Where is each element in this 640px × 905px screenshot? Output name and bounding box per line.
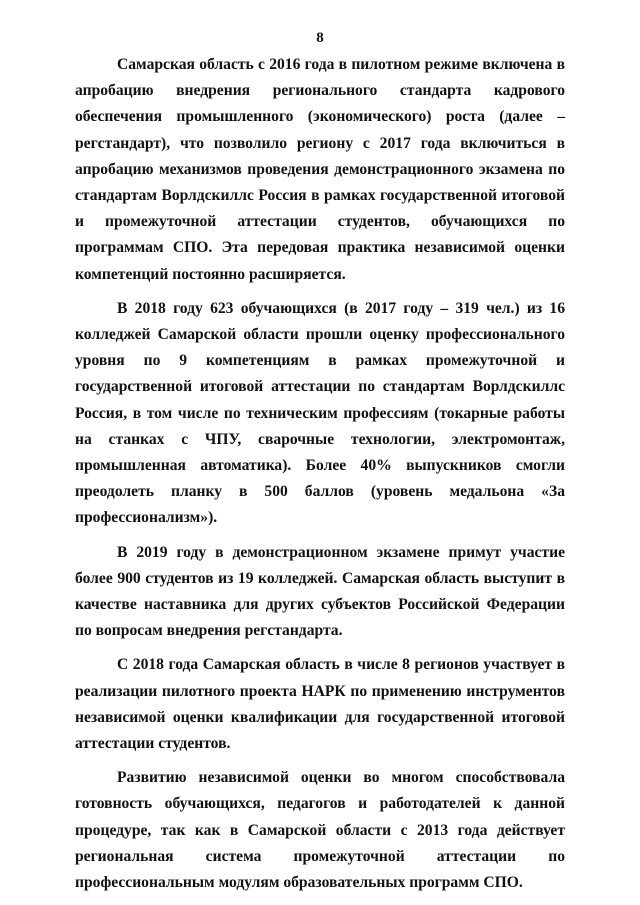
paragraph-5: Развитию независимой оценки во многом способствовала готовность обучающихся, педагогов и работодателей к данной процедуре, так как в Самарской области с 2013 года действует региональная система промежуточной аттестации по профессиональным модулям образовательных программ СПО.: [75, 769, 565, 892]
document-body: [75, 52, 565, 904]
paragraph-1: Самарская область с 2016 года в пилотном режиме включена в апробацию внедрения регионального стандарта кадрового обеспечения промышленного (экономического) роста (далее – регстандарт), что позволило региону с 2017 года включиться в апробацию механизмов проведения демонстрационного экзамена по стандартам Ворлдскиллс Россия в рамках государственной итоговой и промежуточной аттестации студентов, обучающихся по программам СПО. Эта передовая практика независимой оценки компетенций постоянно расширяется.: [75, 56, 565, 283]
page-number: 8: [316, 30, 324, 46]
paragraph-4: С 2018 года Самарская область в числе 8 регионов участвует в реализации пилотного проекта НАРК по применению инструментов независимой оценки квалификации для государственной итоговой аттестации студентов.: [75, 656, 565, 753]
paragraph-3: В 2019 году в демонстрационном экзамене примут участие более 900 студентов из 19 колледжей. Самарская область выступит в качестве наставника для других субъектов Российской Федерации по вопросам внедрения регстандарта.: [75, 543, 565, 640]
paragraph-2: В 2018 году 623 обучающихся (в 2017 году – 319 чел.) из 16 колледжей Самарской области прошли оценку профессионального уровня по 9 компетенциям в рамках промежуточной и государственной итоговой аттестации по стандартам Ворлдскиллс Россия, в том числе по техническим профессиям (токарные работы на станках с ЧПУ, сварочные технологии, электромонтаж, промышленная автоматика). Более 40% выпускников смогли преодолеть планку в 500 баллов (уровень медальона «За профессионализм»).: [75, 299, 565, 527]
